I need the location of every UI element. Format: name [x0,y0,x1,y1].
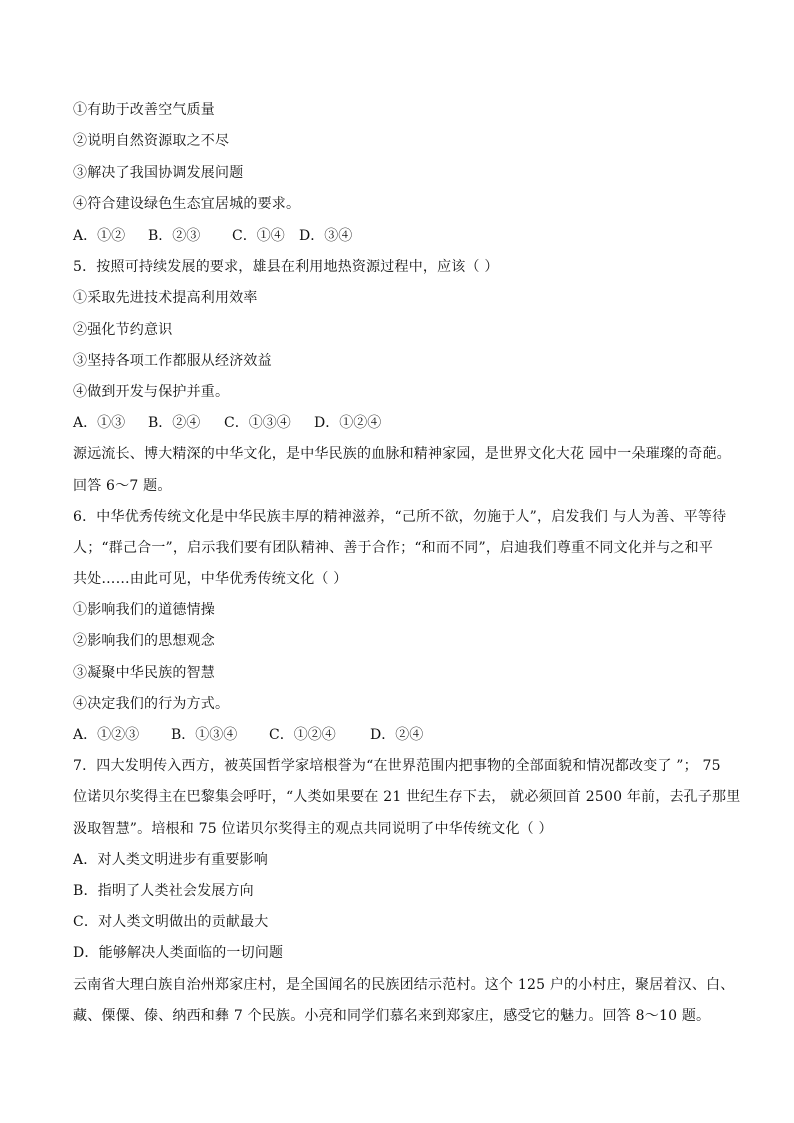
statement-4: ④符合建设绿色生态宜居城的要求。 [73,196,301,212]
q6-statement-3: ③凝聚中华民族的智慧 [73,665,215,681]
question-6-stem-line-1: 6．中华优秀传统文化是中华民族丰厚的精神滋养，“己所不欲，勿施于人”，启发我们 与人为善、平等待 [73,509,727,525]
option-b: B．②④ [148,415,201,431]
option-d: D．①②④ [314,415,382,431]
statement-1: ①有助于改善空气质量 [73,102,215,118]
q6-statement-1: ①影响我们的道德情操 [73,602,215,618]
option-c: C．①②④ [269,727,336,743]
option-c: C．①③④ [224,415,291,431]
q6-statement-4: ④决定我们的行为方式。 [73,696,230,712]
q5-statement-4: ④做到开发与保护并重。 [73,384,230,400]
question-7-stem-line-2: 位诺贝尔奖得主在巴黎集会呼吁，“人类如果要在 21 世纪生存下去， 就必须回首 2500 年前，去孔子那里 [73,789,741,805]
question-7-stem-line-1: 7．四大发明传入西方，被英国哲学家培根誉为“在世界范围内把事物的全部面貌和情况都改变了 ”； 75 [73,758,721,774]
q6-statement-2: ②影响我们的思想观念 [73,633,215,649]
option-c: C．①④ [232,228,285,244]
question-5-stem: 5．按照可持续发展的要求，雄县在利用地热资源过程中，应该（ ） [73,259,499,275]
option-a: A．①③ [73,415,126,431]
q5-statement-1: ①采取先进技术提高利用效率 [73,290,258,306]
statement-3: ③解决了我国协调发展问题 [73,165,244,181]
option-a: A．①② [73,228,126,244]
question-6-stem-line-2: 人；“群己合一”，启示我们要有团队精神、善于合作；“和而不同”，启迪我们尊重不同文化并与之和平 [73,540,714,556]
option-b: B．②③ [148,228,201,244]
option-b: B．①③④ [171,727,238,743]
passage-intro-6-7-cont: 回答 6～7 题。 [73,478,172,494]
q7-choice-d: D．能够解决人类面临的一切问题 [73,945,284,961]
question-7-stem-line-3: 汲取智慧”。培根和 75 位诺贝尔奖得主的观点共同说明了中华传统文化（ ） [73,821,553,837]
statement-2: ②说明自然资源取之不尽 [73,133,230,149]
q7-choice-a: A．对人类文明进步有重要影响 [73,852,268,868]
question-6-stem-line-3: 共处……由此可见，中华优秀传统文化（ ） [73,571,348,587]
passage-intro-8-10-cont: 藏、傈僳、傣、纳西和彝 7 个民族。小亮和同学们慕名来到郑家庄，感受它的魅力。回答 8～10 题。 [73,1008,711,1024]
passage-intro-8-10: 云南省大理白族自治州郑家庄村，是全国闻名的民族团结示范村。这个 125 户的小村庄，聚居着汉、白、 [73,977,735,993]
option-d: D．③④ [299,228,353,244]
q7-choice-c: C．对人类文明做出的贡献最大 [73,914,269,930]
option-d: D．②④ [370,727,424,743]
q5-statement-2: ②强化节约意识 [73,322,173,338]
q5-statement-3: ③坚持各项工作都服从经济效益 [73,353,272,369]
option-a: A．①②③ [73,727,140,743]
q7-choice-b: B．指明了人类社会发展方向 [73,883,254,899]
passage-intro-6-7: 源远流长、博大精深的中华文化，是中华民族的血脉和精神家园，是世界文化大花 园中一朵璀璨的奇葩。 [73,446,731,462]
